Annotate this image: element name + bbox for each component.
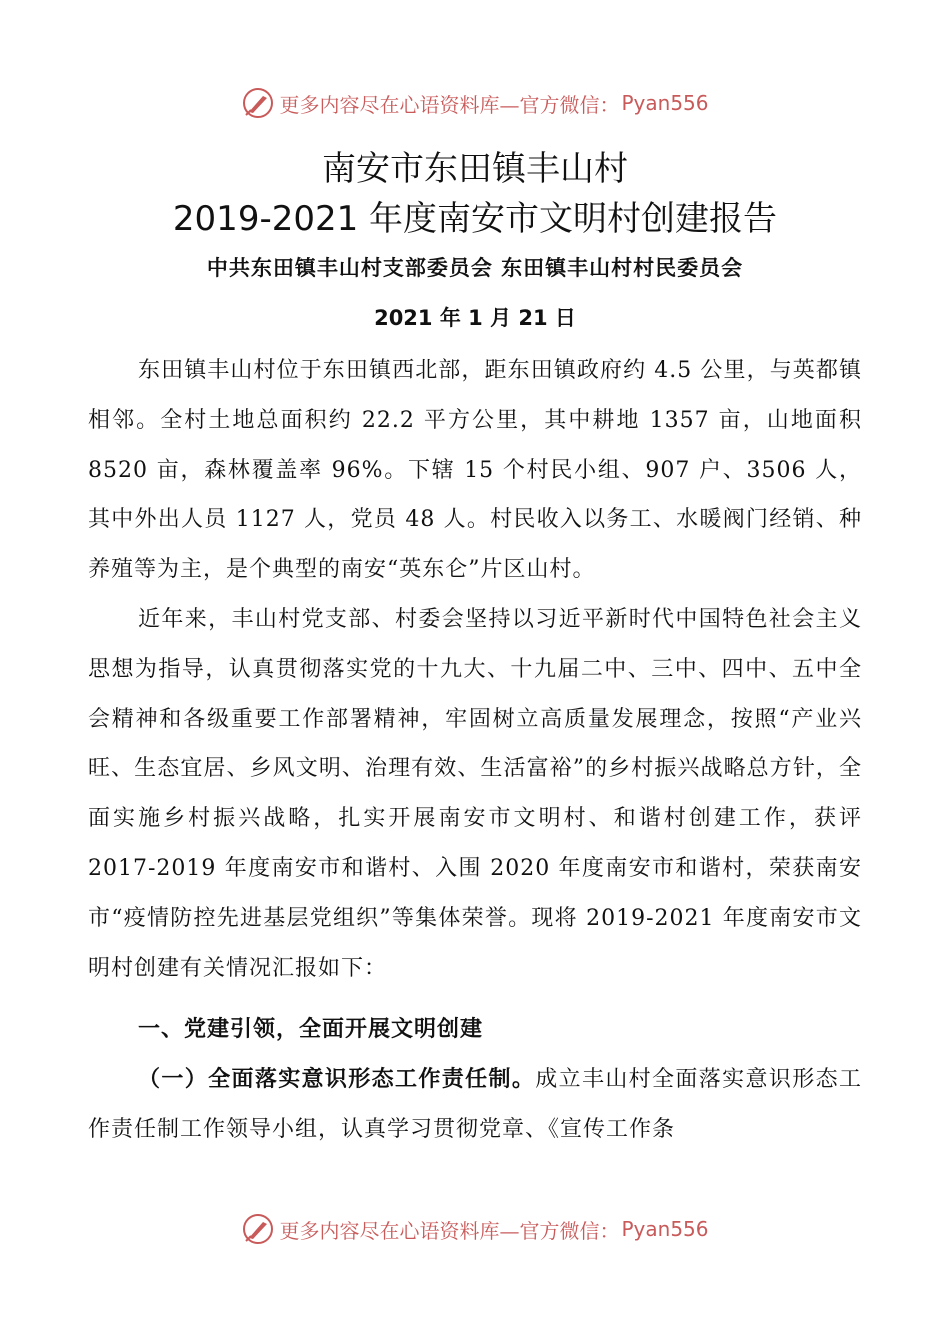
watermark-footer <box>0 1212 950 1246</box>
watermark-wechat-id: Pyan556 <box>621 91 709 115</box>
pen-quill-icon <box>241 1212 275 1246</box>
document-date: 2021 年 1 月 21 日 <box>374 306 576 330</box>
document-title-line2: 2019-2021 年度南安市文明村创建报告 <box>172 199 778 239</box>
paragraph-intro: 东田镇丰山村位于东田镇西北部，距东田镇政府约 4.5 公里，与英都镇相邻。全村土地总面积约 22.2 平方公里，其中耕地 1357 亩，山地面积 8520 亩，森林覆盖率 96%。下辖 15 个村民小组、907 户、3506 人，其中外出人员 1127 人，党员 48 人。村民收入以务工、水暖阀门经销、种养殖等为主，是个典型的南安“英东仑”片区山村。 <box>88 358 862 583</box>
document-issuer: 中共东田镇丰山村支部委员会 东田镇丰山村村民委员会 <box>206 255 744 280</box>
paragraph-section1-sub1 <box>88 1055 862 1155</box>
watermark-text: 更多内容尽在心语资料库—官方微信： <box>279 1218 620 1243</box>
subsection-lead-1: （一）全面落实意识形态工作责任制。 <box>138 1066 536 1093</box>
document-title-line1: 南安市东田镇丰山村 <box>322 149 628 189</box>
watermark-text: 更多内容尽在心语资料库—官方微信： <box>279 92 620 117</box>
pen-quill-icon <box>241 86 275 120</box>
watermark-wechat-id: Pyan556 <box>621 1217 709 1241</box>
paragraph-overview: 近年来，丰山村党支部、村委会坚持以习近平新时代中国特色社会主义思想为指导，认真贯彻落实党的十九大、十九届二中、三中、四中、五中全会精神和各级重要工作部署精神，牢固树立高质量发展理念，按照“产业兴旺、生态宜居、乡风文明、治理有效、生活富裕”的乡村振兴战略总方针，全面实施乡村振兴战略，扎实开展南安市文明村、和谐村创建工作，获评 2017-2019 年度南安市和谐村、入围 2020 年度南安市和谐村，荣获南安市“疫情防控先进基层党组织”等集体荣誉。现将 2019-2021 年度南安市文明村创建有关情况汇报如下： <box>88 606 862 981</box>
document-body <box>88 144 862 1155</box>
watermark-header <box>0 86 950 120</box>
section-heading-1: 一、党建引领，全面开展文明创建 <box>138 1017 484 1043</box>
subsection-text-1: 成立丰山村全面落实意识形态工作责任制工作领导小组，认真学习贯彻党章、《宣传工作条 <box>88 1067 862 1143</box>
